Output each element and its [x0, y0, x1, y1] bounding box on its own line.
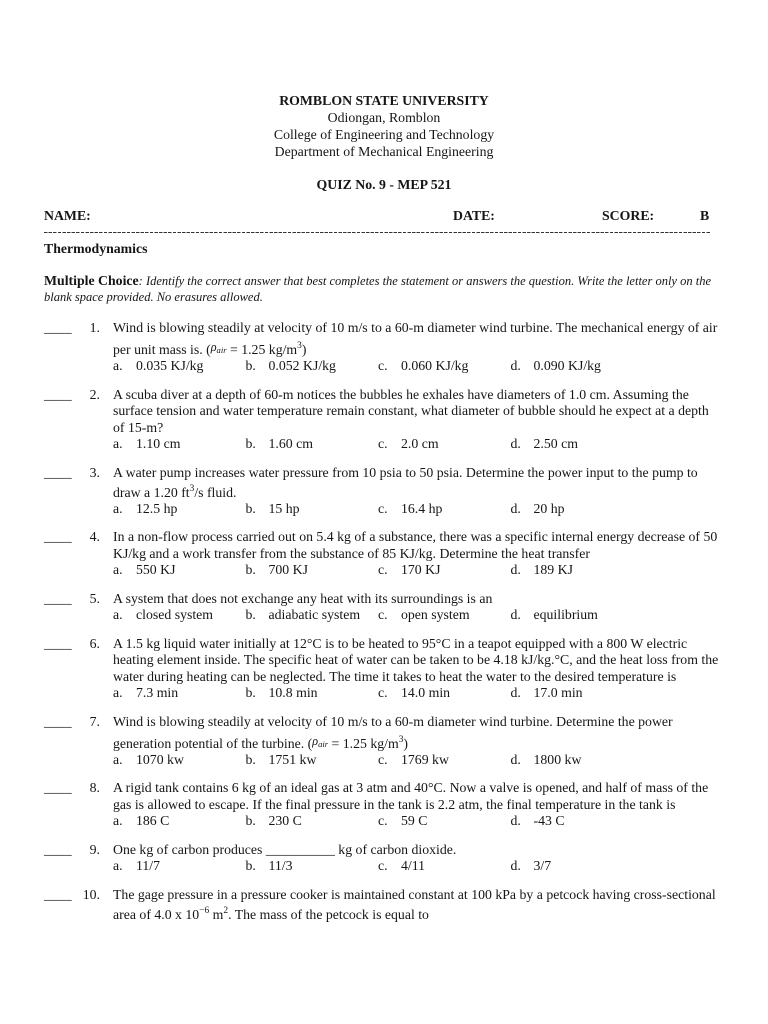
choice-letter: c.: [378, 501, 388, 517]
choice-letter: b.: [245, 752, 256, 768]
choices-row: [44, 685, 724, 702]
choice-text: 2.0 cm: [401, 436, 439, 452]
question-item: [44, 591, 724, 624]
choice-letter: c.: [378, 752, 388, 768]
question-text-line: [44, 465, 724, 482]
choice-d: [511, 607, 644, 624]
choice-b: [246, 685, 379, 702]
question-text: [113, 780, 708, 795]
choice-text: 4/11: [401, 858, 426, 874]
choice-letter: a.: [113, 858, 123, 874]
choice-letter: c.: [378, 685, 388, 701]
question-text-line: [44, 652, 724, 669]
question-text: [113, 652, 718, 667]
score-label: SCORE:: [602, 207, 655, 223]
question-item: [44, 529, 724, 579]
choice-letter: c.: [378, 358, 388, 374]
question-text: [113, 842, 456, 857]
choice-d: [511, 436, 644, 453]
choice-text: 550 KJ: [136, 562, 176, 578]
choice-text: 1.10 cm: [136, 436, 181, 452]
choice-text: 189 KJ: [533, 562, 573, 578]
choice-b: [246, 501, 379, 518]
question-text: [113, 403, 709, 418]
choice-letter: b.: [245, 562, 256, 578]
choice-letter: d.: [510, 501, 521, 517]
choice-letter: a.: [113, 607, 123, 623]
choice-letter: b.: [245, 501, 256, 517]
subscript: air: [318, 738, 329, 749]
question-text: [113, 342, 306, 357]
choice-a: [113, 436, 246, 453]
date-label: DATE:: [453, 207, 495, 223]
choice-c: [378, 858, 511, 875]
question-text: [113, 465, 698, 480]
question-number: 2.: [89, 386, 100, 402]
answer-blank: ____: [44, 841, 72, 857]
answer-blank: ____: [44, 780, 72, 796]
subscript: air: [216, 344, 227, 355]
text-segment: A scuba diver at a depth of 60-m notices the bubbles he exhales have diameters of 1.0 cm. Assuming the: [113, 386, 689, 402]
text-segment: KJ/kg and a work transfer from the substance of 85 KJ/kg. Determine the heat transfer: [113, 545, 590, 561]
superscript: 3: [189, 483, 195, 494]
choice-b: [246, 607, 379, 624]
college-name: College of Engineering and Technology: [273, 126, 495, 142]
choice-text: closed system: [136, 607, 214, 623]
answer-blank: ____: [44, 590, 72, 606]
text-segment: of 15-m?: [113, 419, 164, 435]
choice-c: [378, 813, 511, 830]
text-segment: draw a 1.20 ft: [113, 484, 190, 500]
instructions-line: [44, 273, 724, 290]
choice-letter: d.: [510, 685, 521, 701]
set-label: B: [700, 207, 710, 223]
question-item: [44, 714, 724, 769]
choice-text: 1070 kw: [136, 752, 184, 768]
choice-b: [246, 358, 379, 375]
choice-letter: d.: [510, 813, 521, 829]
text-segment: generation potential of the turbine. (: [113, 735, 313, 751]
text-segment: water during heating can be neglected. The time it takes to heat the water to the desired temperature is: [113, 668, 677, 684]
subject-heading: Thermodynamics: [44, 240, 148, 256]
answer-blank: ____: [44, 635, 72, 651]
choice-d: [511, 358, 644, 375]
choice-text: open system: [401, 607, 470, 623]
question-number: 3.: [89, 464, 100, 480]
choice-b: [246, 436, 379, 453]
choice-b: [246, 562, 379, 579]
choice-letter: d.: [510, 752, 521, 768]
choice-c: [378, 607, 511, 624]
text-segment: = 1.25 kg/m: [328, 735, 399, 751]
answer-blank: ____: [44, 464, 72, 480]
question-text-line: [44, 546, 724, 563]
school-header: [0, 92, 768, 160]
choice-d: [511, 501, 644, 518]
choices-row: [44, 501, 724, 518]
choice-b: [246, 858, 379, 875]
question-text: [113, 636, 687, 651]
choice-text: 59 C: [401, 813, 428, 829]
question-text-line: [44, 481, 724, 501]
choice-c: [378, 685, 511, 702]
choice-text: 0.060 KJ/kg: [401, 358, 469, 374]
question-text-line: [44, 797, 724, 814]
question-number: 9.: [89, 841, 100, 857]
text-segment: ): [403, 735, 408, 751]
university-name: ROMBLON STATE UNIVERSITY: [279, 92, 489, 108]
choice-text: 0.052 KJ/kg: [268, 358, 336, 374]
choice-text: 700 KJ: [268, 562, 308, 578]
choice-letter: a.: [113, 685, 123, 701]
choice-letter: a.: [113, 752, 123, 768]
text-segment: A 1.5 kg liquid water initially at 12°C is to be heated to 95°C in a teapot equipped with a 800 W electric: [113, 635, 688, 651]
density-formula: [312, 736, 328, 751]
choice-letter: b.: [245, 436, 256, 452]
choice-letter: c.: [378, 607, 388, 623]
text-segment: heating element inside. The specific heat of water can be taken to be 4.18 kJ/kg.°C, and the heat loss from the: [113, 652, 719, 668]
choice-text: 230 C: [268, 813, 302, 829]
choice-d: [511, 858, 644, 875]
question-text-line: [44, 714, 724, 731]
text-segment: surface tension and water temperature remain constant, what diameter of bubble should he expect at a depth: [113, 403, 709, 419]
choice-letter: b.: [245, 358, 256, 374]
question-number: 6.: [89, 635, 100, 651]
choice-a: [113, 607, 246, 624]
choice-letter: c.: [378, 813, 388, 829]
choice-b: [246, 752, 379, 769]
question-text-line: [44, 387, 724, 404]
question-text: [113, 797, 675, 812]
choice-a: [113, 813, 246, 830]
text-segment: area of 4.0 x 10: [113, 906, 200, 922]
text-segment: A system that does not exchange any heat with its surroundings is an: [113, 590, 493, 606]
choice-text: 0.035 KJ/kg: [136, 358, 204, 374]
choice-letter: a.: [113, 813, 123, 829]
answer-blank: ____: [44, 529, 72, 545]
choice-letter: c.: [378, 858, 388, 874]
choices-row: [44, 607, 724, 624]
choice-text: 0.090 KJ/kg: [533, 358, 601, 374]
question-text-line: [44, 403, 724, 420]
choice-letter: d.: [510, 562, 521, 578]
text-segment: The gage pressure in a pressure cooker is maintained constant at 100 kPa by a petcock having cross-sectional: [113, 886, 716, 902]
question-item: [44, 780, 724, 830]
choice-c: [378, 562, 511, 579]
choice-text: 170 KJ: [401, 562, 441, 578]
answer-blank: ____: [44, 386, 72, 402]
text-segment: m: [209, 906, 224, 922]
choices-row: [44, 358, 724, 375]
text-segment: Wind is blowing steadily at velocity of 10 m/s to a 60-m diameter wind turbine. Determine the power: [113, 713, 673, 729]
answer-blank: ____: [44, 319, 72, 335]
choice-a: [113, 562, 246, 579]
choice-text: 11/3: [268, 858, 293, 874]
choice-a: [113, 358, 246, 375]
question-item: [44, 887, 724, 924]
choice-letter: a.: [113, 562, 123, 578]
question-text-line: [44, 336, 724, 358]
choice-a: [113, 858, 246, 875]
text-segment: In a non-flow process carried out on 5.4 kg of a substance, there was a specific internal energy decrease of 50: [113, 529, 718, 545]
text-segment: Wind is blowing steadily at velocity of 10 m/s to a 60-m diameter wind turbine. The mechanical energy of air: [113, 319, 718, 335]
choice-text: 12.5 hp: [136, 501, 178, 517]
choice-letter: d.: [510, 358, 521, 374]
choice-text: 15 hp: [268, 501, 300, 517]
choice-text: 17.0 min: [533, 685, 583, 701]
text-segment: per unit mass is. (: [113, 341, 211, 357]
choice-c: [378, 436, 511, 453]
instructions-text: blank space provided. No erasures allowed.: [44, 290, 263, 305]
choice-text: 16.4 hp: [401, 501, 443, 517]
instructions-text: : Identify the correct answer that best completes the statement or answers the question. Write the letter only on the: [138, 273, 712, 288]
question-text: [113, 546, 590, 561]
choice-letter: d.: [510, 858, 521, 874]
student-info-row: [0, 207, 768, 224]
question-text-line: [44, 320, 724, 337]
choice-a: [113, 685, 246, 702]
choice-text: adiabatic system: [268, 607, 361, 623]
quiz-title: QUIZ No. 9 - MEP 521: [316, 176, 452, 192]
choices-row: [44, 813, 724, 830]
density-formula: [211, 342, 227, 357]
choice-text: 20 hp: [533, 501, 565, 517]
question-text-line: [44, 903, 724, 923]
instructions-label: Multiple Choice: [44, 272, 139, 288]
choices-row: [44, 752, 724, 769]
choices-row: [44, 436, 724, 453]
choice-a: [113, 752, 246, 769]
choice-text: 1769 kw: [401, 752, 449, 768]
campus-location: Odiongan, Romblon: [327, 109, 441, 125]
question-text-line: [44, 636, 724, 653]
choice-d: [511, 685, 644, 702]
choice-c: [378, 358, 511, 375]
choice-text: 1800 kw: [533, 752, 582, 768]
question-text-line: [44, 780, 724, 797]
rho-symbol: ρ: [312, 734, 319, 749]
answer-blank: ____: [44, 713, 72, 729]
choice-text: 11/7: [136, 858, 161, 874]
question-text: [113, 529, 717, 544]
question-text-line: [44, 420, 724, 437]
choice-c: [378, 501, 511, 518]
question-item: [44, 465, 724, 518]
choice-text: equilibrium: [533, 607, 598, 623]
choice-c: [378, 752, 511, 769]
question-text: [113, 714, 673, 729]
choice-text: 2.50 cm: [533, 436, 578, 452]
question-text-line: [44, 529, 724, 546]
choice-letter: b.: [245, 858, 256, 874]
question-text-line: [44, 591, 724, 608]
question-item: [44, 636, 724, 702]
question-list: [44, 320, 724, 935]
question-text-line: [44, 842, 724, 859]
choice-d: [511, 813, 644, 830]
choice-a: [113, 501, 246, 518]
question-number: 1.: [89, 319, 100, 335]
choice-letter: d.: [510, 607, 521, 623]
superscript: −6: [199, 905, 210, 916]
choice-letter: d.: [510, 436, 521, 452]
question-text-line: [44, 669, 724, 686]
question-text-line: [44, 887, 724, 904]
choice-text: 10.8 min: [268, 685, 318, 701]
choice-b: [246, 813, 379, 830]
dashed-divider: [44, 232, 710, 233]
text-segment: = 1.25 kg/m: [226, 341, 298, 357]
text-segment: A rigid tank contains 6 kg of an ideal gas at 3 atm and 40°C. Now a valve is opened, and half of mass of the: [113, 780, 709, 796]
question-number: 5.: [89, 590, 100, 606]
text-segment: . The mass of the petcock is equal to: [228, 906, 429, 922]
question-text: [113, 320, 717, 335]
choice-text: 3/7: [533, 858, 552, 874]
choice-text: 7.3 min: [136, 685, 179, 701]
choice-letter: a.: [113, 358, 123, 374]
question-item: [44, 387, 724, 453]
question-number: 10.: [82, 886, 100, 902]
question-number: 8.: [89, 780, 100, 796]
superscript: 3: [398, 734, 404, 745]
choices-row: [44, 562, 724, 579]
choice-letter: c.: [378, 436, 388, 452]
choice-text: 1.60 cm: [268, 436, 313, 452]
question-text: [113, 591, 492, 606]
instructions: [44, 273, 724, 306]
choice-d: [511, 752, 644, 769]
choices-row: [44, 858, 724, 875]
name-label: NAME:: [44, 207, 91, 223]
question-number: 4.: [89, 529, 100, 545]
question-number: 7.: [89, 713, 100, 729]
question-text-line: [44, 730, 724, 752]
choice-text: 1751 kw: [268, 752, 317, 768]
question-text: [113, 669, 676, 684]
question-text: [113, 387, 689, 402]
question-text: [113, 420, 163, 435]
instructions-line: [44, 289, 724, 306]
choice-text: 186 C: [136, 813, 170, 829]
question-text: [113, 736, 408, 751]
superscript: 3: [297, 340, 302, 351]
department-name: Department of Mechanical Engineering: [274, 143, 494, 159]
choice-letter: b.: [245, 813, 256, 829]
rho-symbol: ρ: [210, 340, 217, 355]
choice-letter: b.: [245, 607, 256, 623]
text-segment: A water pump increases water pressure from 10 psia to 50 psia. Determine the power input to the pump to: [113, 464, 698, 480]
question-item: [44, 320, 724, 375]
superscript: 2: [223, 905, 229, 916]
choice-letter: a.: [113, 436, 123, 452]
choice-text: -43 C: [533, 813, 565, 829]
question-item: [44, 842, 724, 875]
question-text: [113, 887, 716, 902]
choice-letter: c.: [378, 562, 388, 578]
text-segment: /s fluid.: [194, 484, 237, 500]
question-text: [113, 907, 429, 922]
choice-letter: b.: [245, 685, 256, 701]
question-text: [113, 485, 236, 500]
choice-text: 14.0 min: [401, 685, 451, 701]
text-segment: ): [301, 341, 307, 357]
text-segment: gas is allowed to escape. If the final pressure in the tank is 2.2 atm, the final temperature in the tank is: [113, 796, 676, 812]
choice-d: [511, 562, 644, 579]
text-segment: One kg of carbon produces __________ kg of carbon dioxide.: [113, 841, 457, 857]
answer-blank: ____: [44, 886, 72, 902]
choice-letter: a.: [113, 501, 123, 517]
